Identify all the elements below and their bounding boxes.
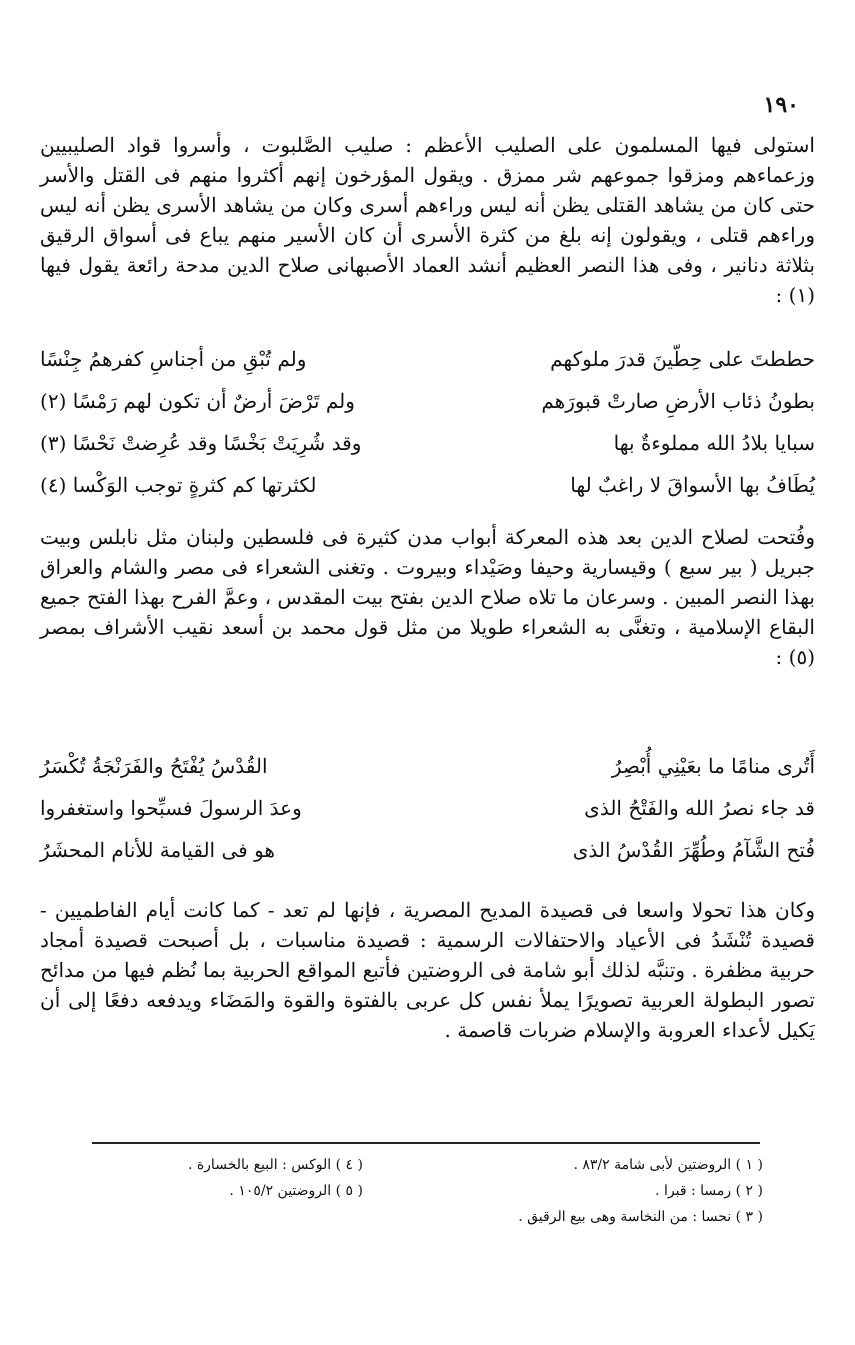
hemistich-second: وعدَ الرسولَ فسبِّحوا واستغفروا: [40, 796, 302, 820]
hemistich-first: قد جاء نصرُ الله والفَتْحُ الذى: [584, 796, 815, 820]
hemistich-first: حططتَ على حِطّينَ قدرَ ملوكهم: [550, 347, 815, 371]
verse-line: [40, 338, 815, 380]
verse-line: [40, 422, 815, 464]
poem-2: [40, 745, 815, 871]
verse-line: [40, 464, 815, 506]
footnotes-left-column: [188, 1152, 363, 1204]
paragraph-1: [40, 130, 815, 310]
hemistich-first: بطونُ ذئاب الأرضِ صارتْ قبورَهم: [541, 389, 815, 413]
footnote: ( ٣ ) نحسا : من النخاسة وهى بيع الرقيق .: [518, 1209, 763, 1225]
hemistich-first: سبايا بلادُ الله مملوءةٌ بها: [613, 431, 815, 455]
verse-line: [40, 380, 815, 422]
footnote: ( ٥ ) الروضتين ١٠٥/٢ .: [229, 1183, 363, 1199]
hemistich-second: القُدْسُ يُفْتَحُ والفَرَنْجَةُ تُكْسَرُ: [40, 754, 268, 778]
hemistich-first: فُتح الشَّآمُ وطُهِّرَ القُدْسُ الذى: [572, 838, 815, 862]
footnote-divider: [92, 1142, 760, 1144]
verse-line: [40, 787, 815, 829]
paragraph-text: استولى فيها المسلمون على الصليب الأعظم : صليب الصَّلبوت ، وأسروا قواد الصليبيين وزعماءهم ومزقوا جموعهم شر ممزق . ويقول المؤرخون إنهم أكثروا منهم فى القتل والأسر حتى كان من يشاهد القتلى يظن أنه ليس وراءهم أسرى وكان من يشاهد الأسرى يظن أنه ليس وراءهم قتلى ، ويقولون إنه بلغ من كثرة الأسرى أن كان الأسير منهم يباع فى أسواق الرقيق بثلاثة دنانير ، وفى هذا النصر العظيم أنشد العماد الأصبهانى صلاح الدين مدحة رائعة يقول فيها (١) :: [40, 133, 815, 307]
hemistich-second: ولم تُبْقِ من أجناسِ كفرهمُ جِنْسًا: [40, 347, 307, 371]
hemistich-first: يُطَافُ بها الأسواقَ لا راغبٌ لها: [570, 473, 815, 497]
hemistich-second: ولم تَرْضَ أرضٌ أن تكون لهم رَمْسًا (٢): [40, 389, 355, 413]
footnote: ( ٤ ) الوكس : البيع بالخسارة .: [187, 1157, 363, 1173]
footnote: ( ١ ) الروضتين لأبى شامة ٨٣/٢ .: [573, 1157, 763, 1173]
paragraph-text: وفُتحت لصلاح الدين بعد هذه المعركة أبواب مدن كثيرة فى فلسطين ولبنان مثل نابلس وبيت جبريل ( بير سبع ) وقيسارية وحيفا وصَيْداء وبيروت . وتغنى الشعراء فى مصر والشام والعراق بهذا النصر المبين . وسرعان ما تلاه صلاح الدين بفتح بيت المقدس ، وعمَّ الفرح بهذا الفتح جميع البقاع الإسلامية ، وتغنَّى به الشعراء طويلا من مثل قول محمد بن أسعد نقيب الأشراف بمصر (٥) :: [40, 525, 815, 669]
hemistich-second: وقد شُرِيَتْ بَخْسًا وقد عُرِضتْ نَحْسًا (٣): [40, 431, 362, 455]
hemistich-second: هو فى القيامة للأنام المحشَرُ: [40, 838, 275, 862]
hemistich-second: لكثرتها كم كثرةٍ توجب الوَكْسا (٤): [40, 473, 317, 497]
footnote: ( ٢ ) رمسا : قبرا .: [655, 1183, 763, 1199]
verse-line: [40, 745, 815, 787]
hemistich-first: أَتُرى منامًا ما بعَيْنِي أُبْصِرُ: [611, 754, 815, 778]
verse-line: [40, 829, 815, 871]
paragraph-text: وكان هذا تحولا واسعا فى قصيدة المديح المصرية ، فإنها لم تعد - كما كانت أيام الفاطميين - قصيدة تُنْشَدُ فى الأعياد والاحتفالات الرسمية : قصيدة مناسبات ، بل أصبحت قصيدة أمجاد حربية مظفرة . وتنبَّه لذلك أبو شامة فى الروضتين فأتبع المواقع الحربية بما نُظم فيها من مدائح تصور البطولة العربية تصويرًا يملأ نفس كل عربى بالفتوة والقوة والمَضَاء ويدفعه دفعًا إلى أن يَكيل لأعداء العروبة والإسلام ضربات قاصمة .: [40, 898, 815, 1042]
paragraph-3: [40, 895, 815, 1045]
footnotes-right-column: [518, 1152, 763, 1230]
page-number: ١٩٠: [763, 92, 799, 118]
paragraph-2: [40, 522, 815, 672]
poem-1: [40, 338, 815, 506]
